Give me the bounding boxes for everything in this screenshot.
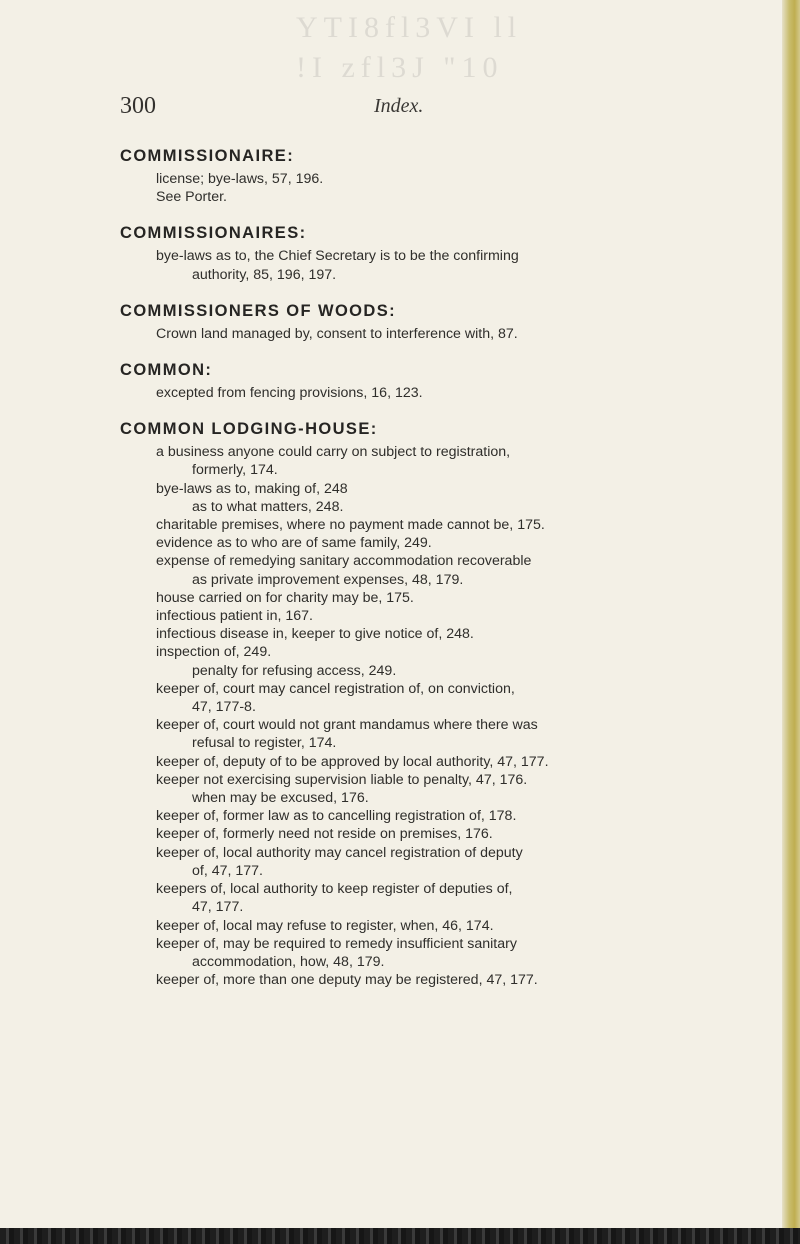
subentry-line: evidence as to who are of same family, 249. — [156, 535, 432, 552]
entry-subentries — [120, 443, 778, 989]
entry-subentries — [120, 170, 778, 206]
subentry-line: keeper of, local may refuse to register, when, 46, 174. — [156, 917, 494, 934]
index-entry — [120, 300, 778, 343]
subentry-line: keeper of, local authority may cancel registration of deputy — [156, 844, 523, 861]
show-through-text: YTI8fl3VI ll !I zfl3J "10 — [296, 11, 523, 84]
subentry-line: expense of remedying sanitary accommodation recoverable — [156, 553, 532, 570]
subentry-line: excepted from fencing provisions, 16, 123. — [156, 385, 423, 402]
subentry-line: keepers of, local authority to keep register of deputies of, — [156, 881, 513, 898]
subentry-continuation: when may be excused, 176. — [192, 790, 369, 807]
subentry-continuation: of, 47, 177. — [192, 862, 263, 879]
subentry-continuation: formerly, 174. — [192, 462, 278, 479]
subentry-line: keeper of, may be required to remedy insufficient sanitary — [156, 935, 517, 952]
index-entries — [120, 145, 778, 1225]
entry-heading: COMMISSIONAIRE: — [120, 147, 295, 165]
subentry-line: inspection of, 249. — [156, 644, 272, 661]
entry-heading: COMMISSIONERS OF WOODS: — [120, 301, 397, 320]
subentry-line: keeper of, former law as to cancelling registration of, 178. — [156, 808, 517, 825]
subentry-line: bye-laws as to, the Chief Secretary is to be the confirming — [156, 248, 519, 265]
page-header — [120, 93, 680, 129]
subentry-line: charitable premises, where no payment made cannot be, 175. — [156, 517, 545, 534]
index-entry — [120, 418, 778, 989]
page-edge — [782, 0, 800, 1244]
subentry-continuation: accommodation, how, 48, 179. — [192, 953, 385, 970]
subentry-continuation: refusal to register, 174. — [192, 735, 337, 752]
subentry-line: See Porter. — [156, 189, 227, 206]
index-entry — [120, 145, 778, 206]
subentry-line: infectious patient in, 167. — [156, 608, 313, 625]
entry-subentries — [120, 247, 778, 283]
entry-heading: COMMISSIONAIRES: — [120, 224, 307, 243]
subentry-line: keeper of, court would not grant mandamus where there was — [156, 717, 538, 734]
subentry-line: keeper of, formerly need not reside on premises, 176. — [156, 826, 493, 843]
index-entry — [120, 222, 778, 283]
subentry-continuation: authority, 85, 196, 197. — [192, 266, 337, 283]
subentry-line: keeper of, deputy of to be approved by local authority, 47, 177. — [156, 753, 549, 770]
subentry-continuation: 47, 177. — [192, 899, 244, 916]
index-entry — [120, 359, 778, 402]
entry-heading: COMMON LODGING-HOUSE: — [120, 420, 378, 439]
page-number: 300 — [120, 93, 156, 119]
subentry-line: house carried on for charity may be, 175. — [156, 589, 414, 606]
entry-subentries — [120, 325, 778, 343]
subentry-continuation: as to what matters, 248. — [192, 498, 344, 515]
subentry-line: keeper of, court may cancel registration of, on conviction, — [156, 680, 515, 697]
scan-border — [0, 1228, 800, 1244]
subentry-line: a business anyone could carry on subject to registration, — [156, 444, 511, 461]
subentry-line: bye-laws as to, making of, 248 — [156, 480, 348, 497]
subentry-line: keeper not exercising supervision liable to penalty, 47, 176. — [156, 771, 528, 788]
subentry-line: keeper of, more than one deputy may be registered, 47, 177. — [156, 972, 538, 989]
entry-heading: COMMON: — [120, 361, 213, 380]
entry-subentries — [120, 384, 778, 402]
subentry-continuation: 47, 177-8. — [192, 699, 256, 716]
subentry-line: infectious disease in, keeper to give notice of, 248. — [156, 626, 474, 643]
subentry-continuation: penalty for refusing access, 249. — [192, 662, 397, 679]
subentry-line: Crown land managed by, consent to interference with, 87. — [156, 325, 518, 342]
subentry-continuation: as private improvement expenses, 48, 179. — [192, 571, 464, 588]
subentry-line: license; bye-laws, 57, 196. — [156, 171, 324, 187]
running-head: Index. — [374, 95, 424, 117]
